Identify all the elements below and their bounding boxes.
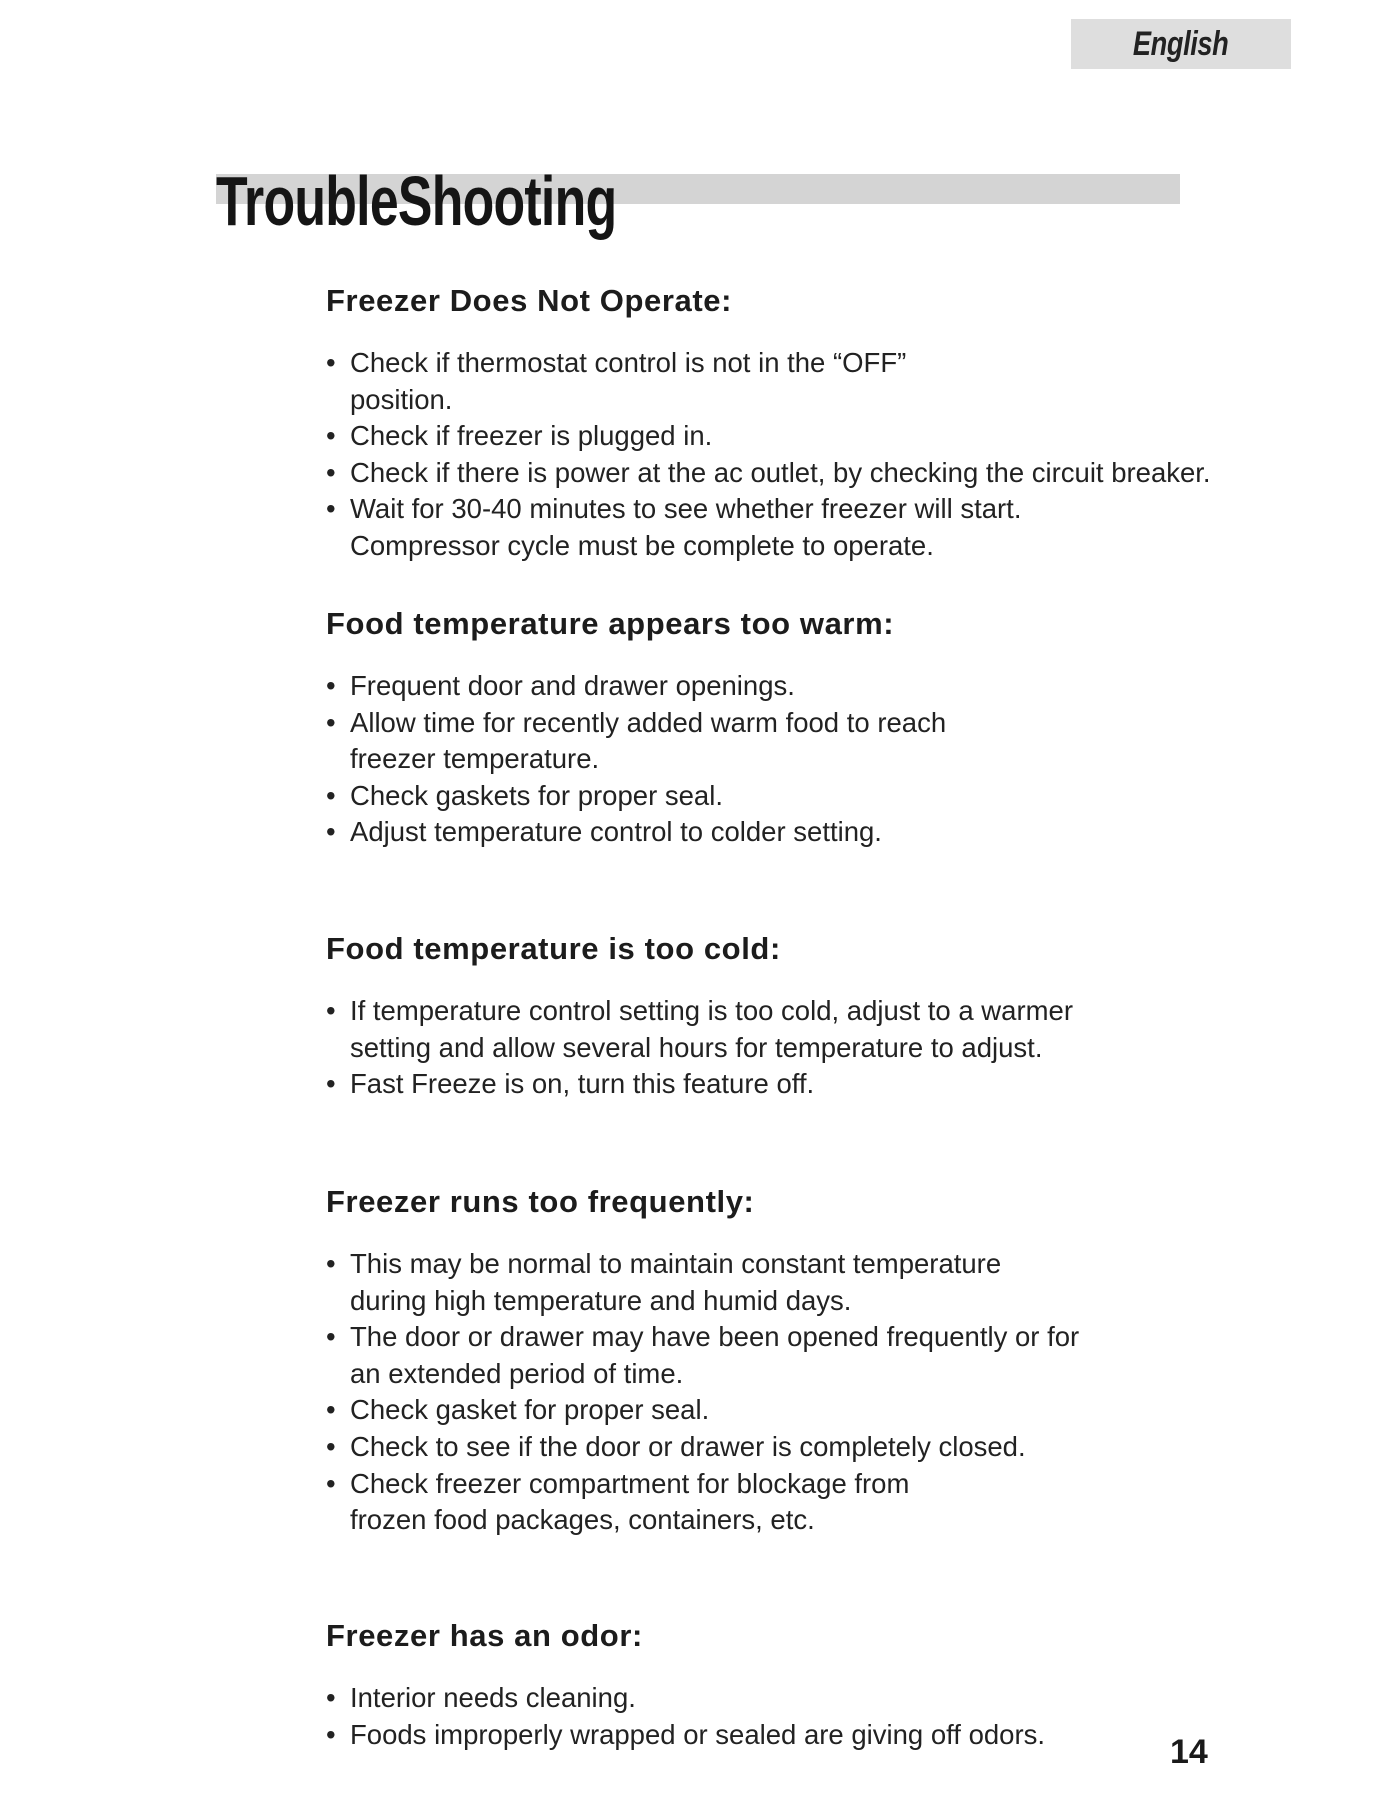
list-item: • Check gaskets for proper seal. (326, 778, 970, 815)
bullet-list (326, 1680, 1226, 1753)
section-heading: Freezer has an odor: (326, 1618, 643, 1653)
section-food-too-cold (326, 929, 1226, 1103)
list-item: • Frequent door and drawer openings. (326, 668, 970, 705)
list-item: • Check if thermostat control is not in the “OFF” position. (326, 345, 990, 418)
bullet-list (326, 993, 1226, 1103)
list-item: • Wait for 30-40 minutes to see whether freezer will start. Compressor cycle must be complete to operate. (326, 491, 1160, 564)
list-item: • Fast Freeze is on, turn this feature off. (326, 1066, 1140, 1103)
bullet-list (326, 345, 1226, 565)
list-item: • Check to see if the door or drawer is completely closed. (326, 1429, 1090, 1466)
section-freezer-does-not-operate (326, 281, 1226, 565)
section-heading: Food temperature is too cold: (326, 931, 781, 966)
list-item: • Interior needs cleaning. (326, 1680, 1150, 1717)
bullet-list (326, 668, 1226, 851)
list-item: • Check if freezer is plugged in. (326, 418, 990, 455)
language-label: English (1133, 24, 1229, 63)
list-item: • Check if there is power at the ac outlet, by checking the circuit breaker. (326, 455, 1226, 492)
list-item: • The door or drawer may have been opened frequently or for an extended period of time. (326, 1319, 1090, 1392)
list-item: • If temperature control setting is too cold, adjust to a warmer setting and allow several hours for temperature to adjust. (326, 993, 1140, 1066)
section-freezer-runs-frequently (326, 1182, 1226, 1539)
list-item: • Check gasket for proper seal. (326, 1392, 1090, 1429)
list-item: • Allow time for recently added warm food to reach freezer temperature. (326, 705, 970, 778)
section-heading: Food temperature appears too warm: (326, 606, 895, 641)
list-item: • This may be normal to maintain constant temperature during high temperature and humid days. (326, 1246, 1080, 1319)
section-heading: Freezer Does Not Operate: (326, 283, 733, 318)
section-food-too-warm (326, 604, 1226, 851)
bullet-list (326, 1246, 1226, 1539)
list-item: • Adjust temperature control to colder setting. (326, 814, 970, 851)
language-tab (1071, 19, 1291, 69)
page-number: 14 (1170, 1733, 1208, 1771)
section-freezer-odor (326, 1616, 1226, 1753)
list-item: • Check freezer compartment for blockage from frozen food packages, containers, etc. (326, 1466, 950, 1539)
section-heading: Freezer runs too frequently: (326, 1184, 755, 1219)
list-item: • Foods improperly wrapped or sealed are giving off odors. (326, 1717, 1150, 1754)
page-title: TroubleShooting (216, 162, 617, 240)
